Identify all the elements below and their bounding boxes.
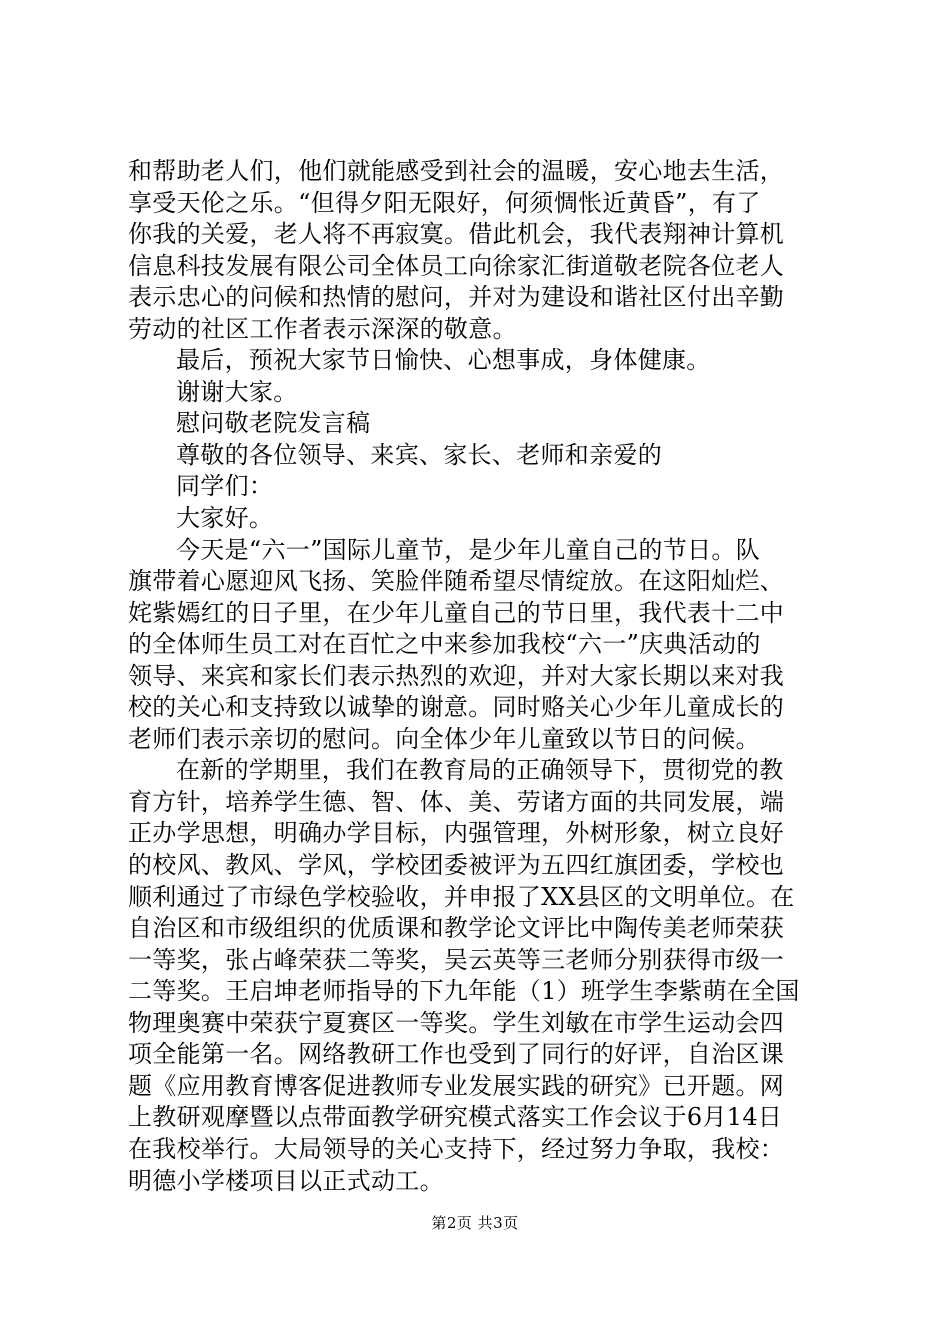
text-line: 物理奥赛中荣获宁夏赛区一等奖。学生刘敏在市学生运动会四: [128, 1008, 785, 1037]
text-line: 自治区和市级组织的优质课和教学论文评比中陶传美老师荣获: [128, 914, 785, 943]
text-line: 二等奖。王启坤老师指导的下九年能（1）班学生李紫萌在全国: [128, 977, 800, 1006]
text-line: 在我校举行。大局领导的关心支持下，经过努力争取，我校：: [128, 1134, 785, 1163]
text-line: 表示忠心的问候和热情的慰问，并对为建设和谐社区付出辛勤: [128, 283, 785, 312]
text-line: 你我的关爱，老人将不再寂寞。借此机会，我代表翔神计算机: [128, 220, 785, 249]
text-line: 领导、来宾和家长们表示热烈的欢迎，并对大家长期以来对我: [128, 661, 785, 690]
salutation-line: 同学们：: [176, 472, 274, 501]
text-line: 一等奖，张占峰荣获二等奖，吴云英等三老师分别获得市级一: [128, 945, 785, 974]
text-line: 劳动的社区工作者表示深深的敬意。: [128, 314, 517, 343]
text-line: 享受天伦之乐。“但得夕阳无限好，何须惆怅近黄昏”，有了: [128, 188, 761, 217]
text-line: 信息科技发展有限公司全体员工向徐家汇街道敬老院各位老人: [128, 251, 785, 280]
text-line: 顺利通过了市绿色学校验收，并申报了XX县区的文明单位。在: [128, 882, 795, 911]
text-line: 正办学思想，明确办学目标，内强管理，外树形象，树立良好: [128, 819, 785, 848]
text-line: 题《应用教育博客促进教师专业发展实践的研究》已开题。网: [128, 1071, 785, 1100]
section-heading: 慰问敬老院发言稿: [176, 409, 371, 438]
text-line: 最后，预祝大家节日愉快、心想事成，身体健康。: [176, 346, 711, 375]
salutation-line: 尊敬的各位领导、来宾、家长、老师和亲爱的: [176, 440, 662, 469]
text-line: 姹紫嫣红的日子里，在少年儿童自己的节日里，我代表十二中: [128, 598, 785, 627]
text-line: 的校风、教风、学风，学校团委被评为五四红旗团委，学校也: [128, 851, 785, 880]
page-number-footer: 第2页 共3页: [431, 1214, 519, 1232]
text-line: 育方针，培养学生德、智、体、美、劳诸方面的共同发展，端: [128, 787, 785, 816]
document-body: [128, 156, 828, 1197]
text-line: 明德小学楼项目以正式动工。: [128, 1166, 444, 1195]
text-line: 的全体师生员工对在百忙之中来参加我校“六一”庆典活动的: [128, 630, 761, 659]
text-line: 谢谢大家。: [176, 377, 298, 406]
text-line: 上教研观摩暨以点带面教学研究模式落实工作会议于6月14日: [128, 1103, 783, 1132]
text-line: 项全能第一名。网络教研工作也受到了同行的好评，自治区课: [128, 1040, 785, 1069]
text-line: 在新的学期里，我们在教育局的正确领导下，贯彻党的教: [176, 756, 784, 785]
text-line: 今天是“六一”国际儿童节，是少年儿童自己的节日。队: [176, 535, 761, 564]
text-line: 旗带着心愿迎风飞扬、笑脸伴随希望尽情绽放。在这阳灿烂、: [128, 567, 785, 596]
text-line: 老师们表示亲切的慰问。向全体少年儿童致以节日的问候。: [128, 724, 760, 753]
text-line: 校的关心和支持致以诚挚的谢意。同时赂关心少年儿童成长的: [128, 693, 785, 722]
greeting-line: 大家好。: [176, 504, 274, 533]
text-line: 和帮助老人们，他们就能感受到社会的温暖，安心地去生活，: [128, 157, 785, 185]
